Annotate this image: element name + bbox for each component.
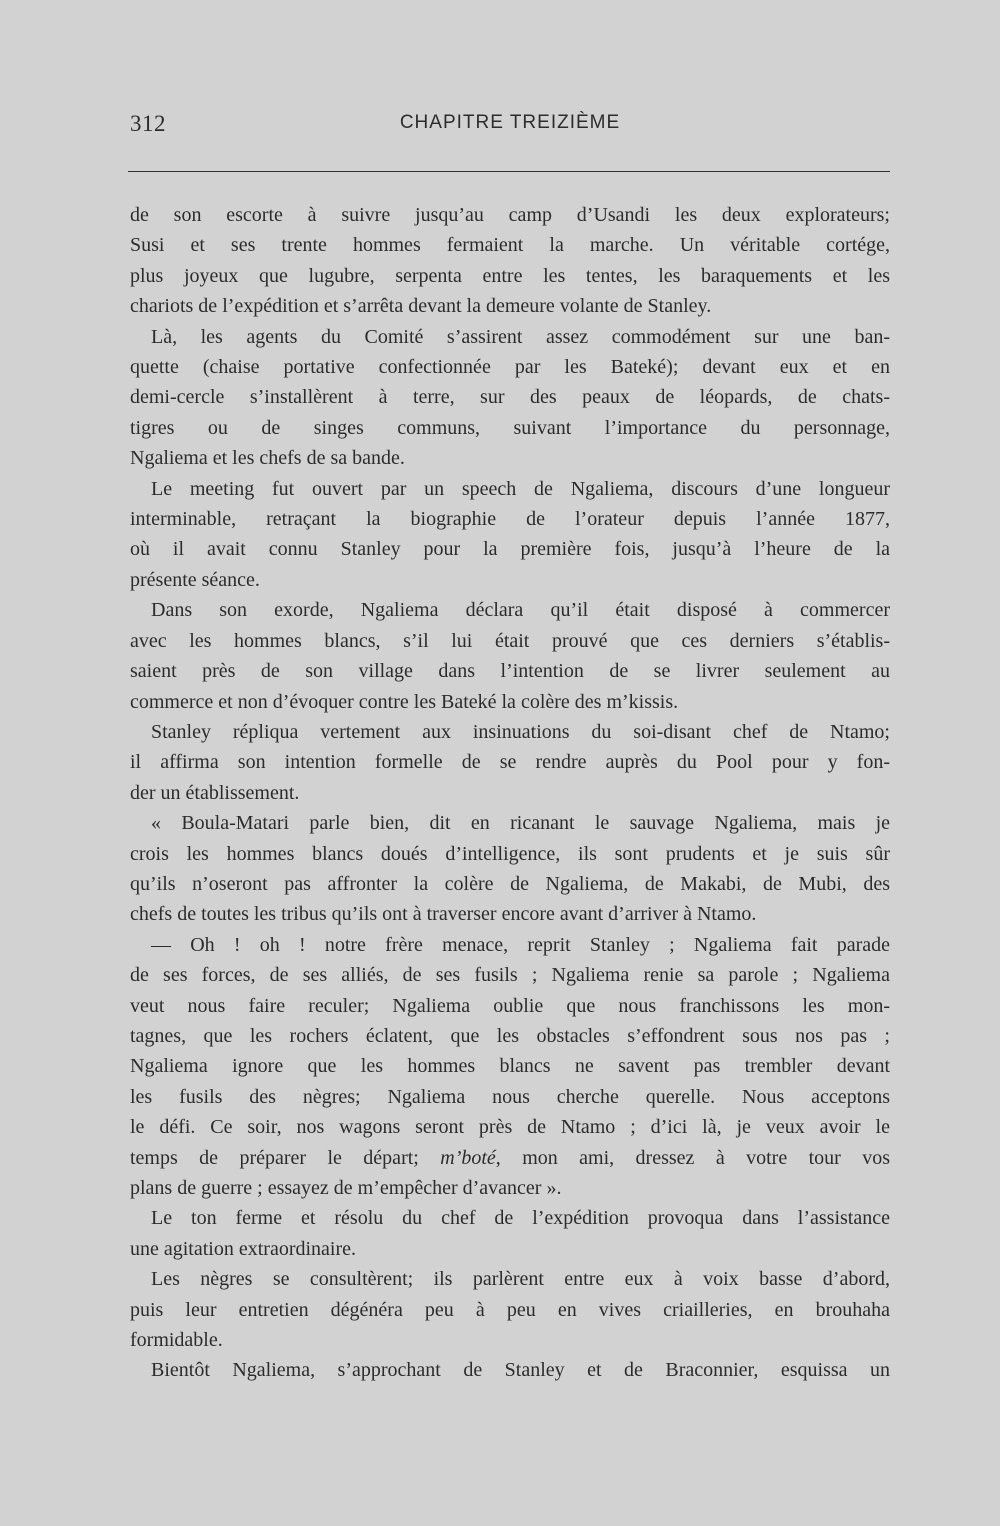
- text-line: Bientôt Ngaliema, s’approchant de Stanley et de Braconnier, esquissa un: [151, 1359, 890, 1382]
- text-line: chariots de l’expédition et s’arrêta devant la demeure volante de Stanley.: [130, 295, 712, 318]
- text-line: tigres ou de singes communs, suivant l’importance du personnage,: [130, 416, 890, 439]
- paragraph: [130, 322, 890, 474]
- text-line: interminable, retraçant la biographie de l’orateur depuis l’année 1877,: [130, 508, 890, 531]
- text-line-with-italic: [130, 1143, 890, 1173]
- text-line: — Oh ! oh ! notre frère menace, reprit Stanley ; Ngaliema fait parade: [151, 933, 890, 956]
- text-line: formidable.: [130, 1329, 223, 1352]
- page-header: [130, 111, 890, 143]
- header-rule: [128, 171, 890, 172]
- text-line: saient près de son village dans l’intention de se livrer seulement au: [130, 660, 890, 683]
- paragraph: [130, 717, 890, 808]
- text-line: Le meeting fut ouvert par un speech de Ngaliema, discours d’une longueur: [151, 477, 890, 500]
- text-line: de ses forces, de ses alliés, de ses fusils ; Ngaliema renie sa parole ; Ngaliema: [130, 964, 890, 987]
- paragraph: [130, 474, 890, 596]
- paragraph: [130, 1355, 890, 1385]
- text-line: quette (chaise portative confectionnée par les Bateké); devant eux et en: [130, 356, 890, 379]
- page-number: 312: [130, 111, 166, 136]
- text-line: Les nègres se consultèrent; ils parlèrent entre eux à voix basse d’abord,: [151, 1268, 890, 1291]
- text-line: der un établissement.: [130, 781, 300, 804]
- text-line: « Boula-Matari parle bien, dit en ricanant le sauvage Ngaliema, mais je: [151, 812, 890, 835]
- paragraph: [130, 1203, 890, 1264]
- text-line: le défi. Ce soir, nos wagons seront près de Ntamo ; d’ici là, je veux avoir le: [130, 1116, 890, 1139]
- text-line: Là, les agents du Comité s’assirent assez commodément sur une ban-: [151, 325, 890, 348]
- text-line: chefs de toutes les tribus qu’ils ont à traverser encore avant d’arriver à Ntamo.: [130, 903, 757, 926]
- text-line: les fusils des nègres; Ngaliema nous cherche querelle. Nous acceptons: [130, 1085, 890, 1108]
- text-line: commerce et non d’évoquer contre les Bateké la colère des m’kissis.: [130, 690, 679, 713]
- text-segment: temps de préparer le départ;: [130, 1146, 441, 1169]
- text-line: plans de guerre ; essayez de m’empêcher d’avancer ».: [130, 1177, 562, 1199]
- text-line: présente séance.: [130, 568, 260, 591]
- italic-word: m’boté: [440, 1146, 496, 1169]
- text-line: une agitation extraordinaire.: [130, 1237, 357, 1260]
- text-line: Ngaliema ignore que les hommes blancs ne savent pas trembler devant: [130, 1055, 890, 1078]
- text-line: qu’ils n’oseront pas affronter la colère de Ngaliema, de Makabi, de Mubi, des: [130, 872, 890, 895]
- paragraph: [130, 930, 890, 1204]
- text-line: avec les hommes blancs, s’il lui était prouvé que ces derniers s’établis-: [130, 629, 890, 652]
- text-line: puis leur entretien dégénéra peu à peu en vives criailleries, en brouhaha: [130, 1298, 890, 1321]
- paragraph: [130, 1264, 890, 1355]
- text-line: de son escorte à suivre jusqu’au camp d’Usandi les deux explorateurs;: [130, 204, 890, 226]
- paragraph: [130, 595, 890, 717]
- text-line: Stanley répliqua vertement aux insinuations du soi-disant chef de Ntamo;: [151, 720, 890, 743]
- text-line: il affirma son intention formelle de se rendre auprès du Pool pour y fon-: [130, 751, 890, 774]
- paragraph: [130, 808, 890, 930]
- text-line: où il avait connu Stanley pour la première fois, jusqu’à l’heure de la: [130, 538, 890, 561]
- text-line: veut nous faire reculer; Ngaliema oublie que nous franchissons les mon-: [130, 994, 890, 1017]
- text-line: crois les hommes blancs doués d’intelligence, ils sont prudents et je suis sûr: [130, 842, 890, 865]
- text-line: tagnes, que les rochers éclatent, que les obstacles s’effondrent sous nos pas ;: [130, 1024, 890, 1047]
- text-line: Le ton ferme et résolu du chef de l’expédition provoqua dans l’assistance: [151, 1207, 890, 1230]
- text-line: Ngaliema et les chefs de sa bande.: [130, 447, 405, 470]
- running-head: CHAPITRE TREIZIÈME: [399, 112, 621, 133]
- text-segment: , mon ami, dressez à votre tour vos: [495, 1146, 890, 1169]
- body-text: [130, 200, 890, 1386]
- text-line: Susi et ses trente hommes fermaient la marche. Un véritable cortége,: [130, 234, 890, 257]
- paragraph: [130, 200, 890, 322]
- text-line: demi-cercle s’installèrent à terre, sur des peaux de léopards, de chats-: [130, 386, 890, 409]
- text-line: Dans son exorde, Ngaliema déclara qu’il était disposé à commercer: [151, 599, 890, 622]
- text-line: plus joyeux que lugubre, serpenta entre les tentes, les baraquements et les: [130, 264, 890, 287]
